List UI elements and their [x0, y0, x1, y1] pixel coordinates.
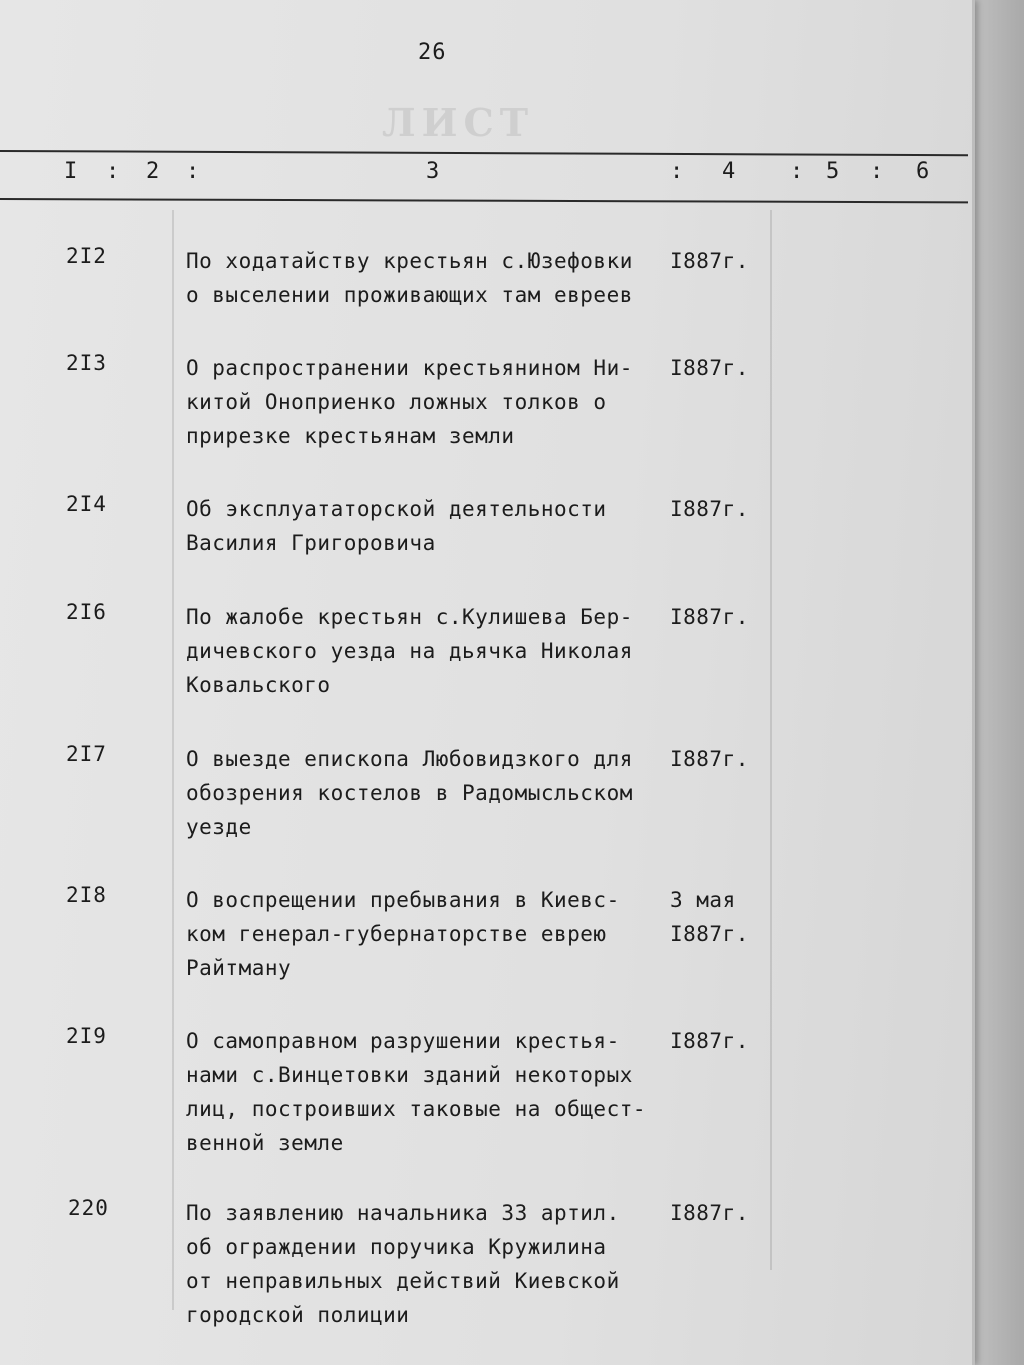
header-separator: :: [106, 159, 121, 184]
entry-description: [186, 492, 656, 560]
entry-number: 2I8: [66, 883, 107, 907]
header-col-3: 3: [426, 159, 441, 184]
description-line: китой Оноприенко ложных толков о: [186, 390, 607, 414]
description-line: Ковальского: [186, 673, 331, 697]
description-line: о выселении проживающих там евреев: [186, 283, 633, 307]
header-col-4: 4: [722, 159, 737, 184]
date-line: I887г.: [670, 922, 749, 946]
description-line: ком генерал-губернаторстве еврею: [186, 922, 607, 946]
header-separator: :: [870, 159, 885, 184]
description-line: лиц, построивших таковые на общест-: [186, 1097, 647, 1121]
entry-description: [186, 742, 656, 844]
entry-number: 2I6: [66, 600, 107, 624]
description-line: По ходатайству крестьян с.Юзефовки: [186, 249, 633, 273]
description-line: Об эксплуататорской деятельности: [186, 497, 607, 521]
date-line: I887г.: [670, 1201, 749, 1225]
description-line: О выезде епископа Любовидзкого для: [186, 747, 633, 771]
entry-date: [670, 742, 749, 776]
description-line: обозрения костелов в Радомысльском: [186, 781, 633, 805]
entry-number: 2I2: [66, 244, 107, 268]
entry-number: 2I3: [66, 351, 107, 375]
description-line: уезде: [186, 815, 252, 839]
entry-date: [670, 600, 749, 634]
date-line: I887г.: [670, 356, 749, 380]
header-col-5: 5: [826, 159, 841, 184]
entry-date: [670, 492, 749, 526]
entry-description: [186, 883, 656, 985]
entry-date: [670, 244, 749, 278]
entry-description: [186, 1024, 656, 1160]
entry-number: 2I4: [66, 492, 107, 516]
description-line: прирезке крестьянам земли: [186, 424, 515, 448]
description-line: По заявлению начальника 33 артил.: [186, 1201, 620, 1225]
header-separator: :: [790, 159, 805, 184]
header-separator: :: [670, 159, 685, 184]
entry-description: [186, 244, 656, 312]
bleed-through-title: ЛИСТ: [382, 100, 535, 145]
description-line: По жалобе крестьян с.Кулишева Бер-: [186, 605, 633, 629]
header-separator: :: [186, 159, 201, 184]
entry-description: [186, 600, 656, 702]
description-line: Райтману: [186, 956, 292, 980]
date-line: I887г.: [670, 605, 749, 629]
description-line: городской полиции: [186, 1303, 410, 1327]
header-col-1: I: [64, 159, 79, 184]
header-col-2: 2: [146, 159, 161, 184]
description-line: об ограждении поручика Кружилина: [186, 1235, 607, 1259]
entry-number: 2I9: [66, 1024, 107, 1048]
date-line: 3 мая: [670, 888, 736, 912]
description-line: венной земле: [186, 1131, 344, 1155]
entry-date: [670, 1024, 749, 1058]
description-line: нами с.Винцетовки зданий некоторых: [186, 1063, 633, 1087]
date-line: I887г.: [670, 747, 749, 771]
description-line: О воспрещении пребывания в Киевс-: [186, 888, 620, 912]
entry-number: 2I7: [66, 742, 107, 766]
entry-date: [670, 1196, 749, 1230]
page-number: 26: [418, 40, 447, 65]
entry-number: 220: [68, 1196, 109, 1220]
date-line: I887г.: [670, 497, 749, 521]
entry-date: [670, 883, 749, 951]
description-line: О самоправном разрушении крестья-: [186, 1029, 620, 1053]
description-line: О распространении крестьянином Ни-: [186, 356, 633, 380]
date-line: I887г.: [670, 249, 749, 273]
entry-date: [670, 351, 749, 385]
description-line: дичевского уезда на дьячка Николая: [186, 639, 633, 663]
description-line: Василия Григоровича: [186, 531, 436, 555]
date-line: I887г.: [670, 1029, 749, 1053]
entry-description: [186, 1196, 656, 1332]
header-col-6: 6: [916, 159, 931, 184]
description-line: от неправильных действий Киевской: [186, 1269, 620, 1293]
entry-description: [186, 351, 656, 453]
